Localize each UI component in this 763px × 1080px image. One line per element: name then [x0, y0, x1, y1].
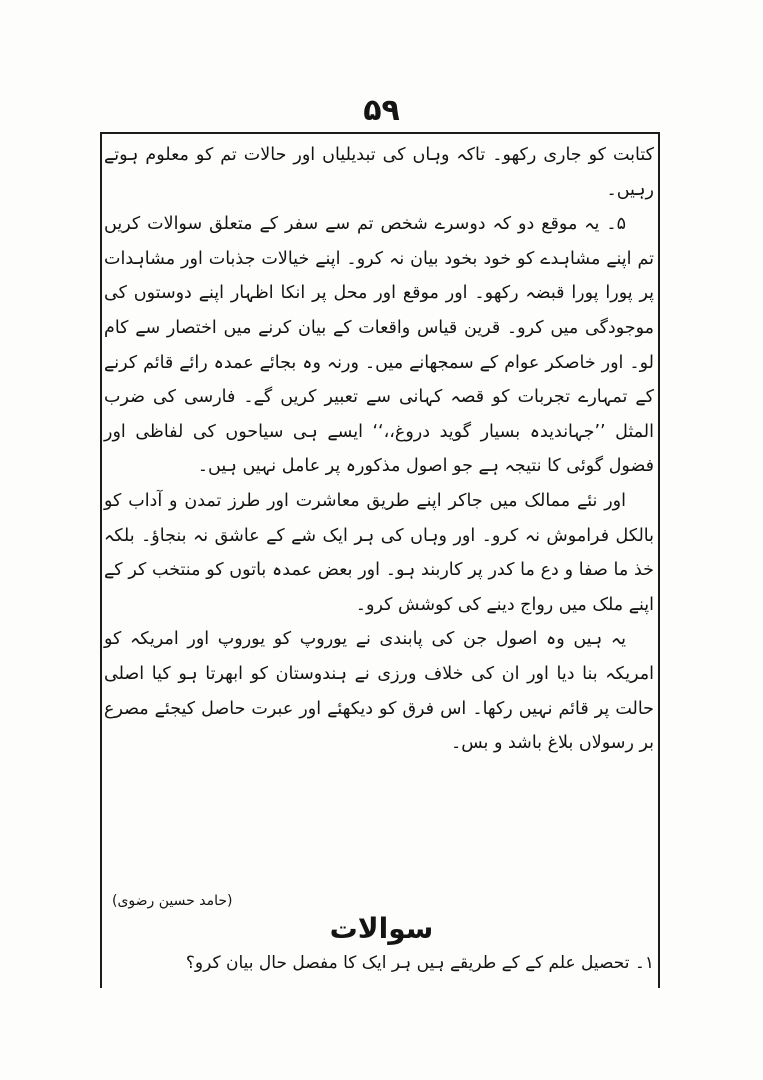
paragraph-1: کتابت کو جاری رکھو۔ تاکہ وہاں کی تبدیلیاں اور حالات تم کو معلوم ہوتے رہیں۔ [104, 145, 654, 200]
body-text [104, 138, 654, 761]
question-1: ۱۔ تحصیل علم کے کے طریقے ہیں ہر ایک کا مفصل حال بیان کرو؟ [185, 953, 654, 973]
questions-heading: سوالات [329, 912, 434, 945]
page-number: ۵۹ [363, 93, 400, 128]
paragraph-4: یہ ہیں وہ اصول جن کی پابندی نے یوروپ کو یوروپ اور امریکہ کو امریکہ بنا دیا اور ان کی خلاف ورزی نے ہندوستان کو ابھرتا ہو کیا اصلی حالت پر قائم نہیں رکھا۔ اس فرق کو دیکھئے اور عبرت حاصل کیجئے مصرع بر رسولاں بلاغ باشد و بس۔ [104, 629, 654, 754]
paragraph-3: اور نئے ممالک میں جاکر اپنے طریق معاشرت اور طرز تمدن و آداب کو بالکل فراموش نہ کرو۔ اور وہاں کی ہر ایک شے کے عاشق نہ بنجاؤ۔ بلکہ خذ ما صفا و دع ما کدر پر کاربند ہو۔ اور بعض عمدہ باتوں کو منتخب کر کے اپنے ملک میں رواج دینے کی کوشش کرو۔ [104, 490, 654, 615]
author-signature: (حامد حسین رضوی) [112, 893, 233, 909]
paragraph-2: ۵۔ یہ موقع دو کہ دوسرے شخص تم سے سفر کے متعلق سوالات کریں تم اپنے مشاہدے کو خود بخود بیان نہ کرو۔ اپنے خیالات جذبات اور مشاہدات پر پورا پورا قبضہ رکھو۔ اور موقع اور محل پر انکا اظہار اپنے دوستوں کی موجودگی میں کرو۔ قرین قیاس واقعات کے بیان کرنے میں اختصار سے کام لو۔ اور خاصکر عوام کے سمجھانے میں۔ ورنہ وہ بجائے عمدہ رائے قائم کرنے کے تمہارے تجربات کو قصہ کہانی سے تعبیر کریں گے۔ فارسی کی ضرب المثل ’’جہاندیدہ بسیار گوید دروغ،،‘‘ ایسے ہی سیاحوں کی لفاظی اور فضول گوئی کا نتیجہ ہے جو اصول مذکورہ پر عامل نہیں ہیں۔ [104, 214, 654, 477]
